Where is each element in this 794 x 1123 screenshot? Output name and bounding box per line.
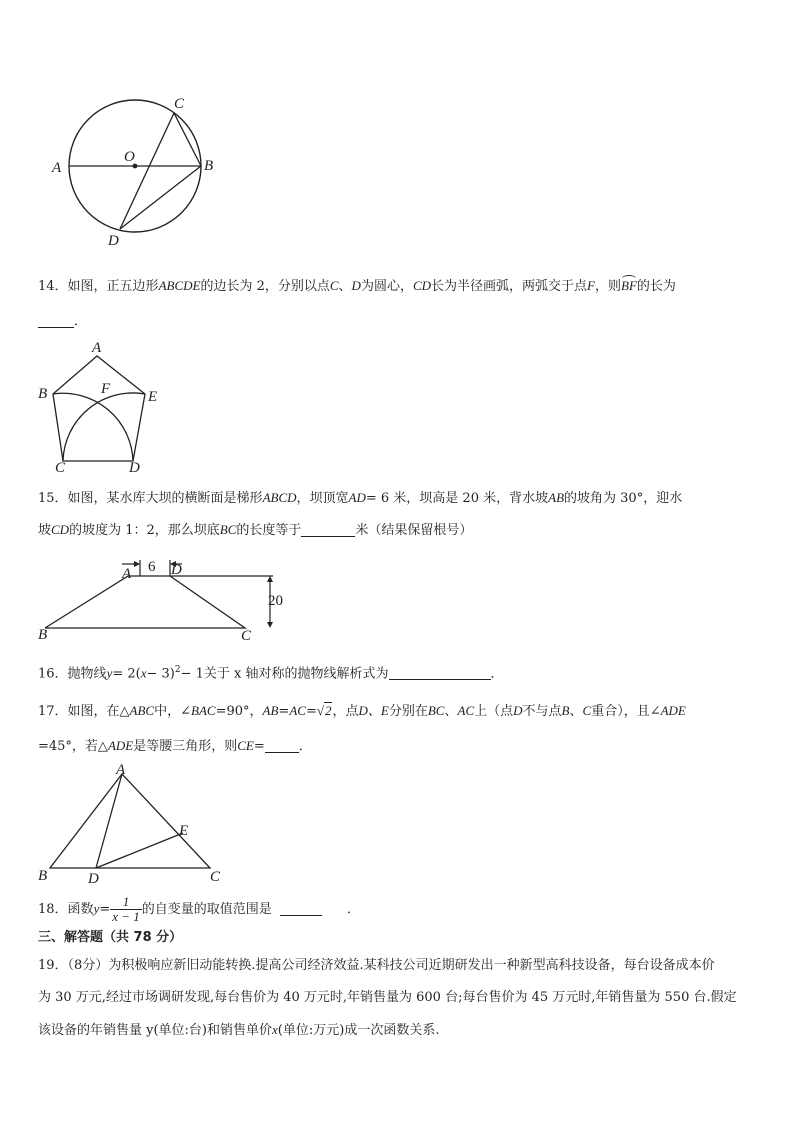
segment-de bbox=[96, 833, 183, 868]
q15-number: 15． bbox=[38, 491, 68, 506]
q15-answer-blank[interactable] bbox=[301, 522, 355, 537]
label-b: B bbox=[38, 627, 48, 642]
q16-number: 16． bbox=[38, 666, 68, 682]
label-a: A bbox=[92, 340, 102, 356]
arc-mark bbox=[622, 275, 636, 282]
q19-line3: 该设备的年销售量 y(单位:台)和销售单价x(单位:万元)成一次函数关系. bbox=[38, 1022, 440, 1038]
arc-bf: BF bbox=[621, 278, 637, 293]
dam-outline bbox=[45, 576, 245, 628]
dim-height: 20 bbox=[268, 593, 283, 609]
label-d: D bbox=[88, 871, 99, 887]
q17-number: 17． bbox=[38, 704, 68, 719]
label-d: D bbox=[108, 233, 119, 249]
q19-line1: 19．（8分）为积极响应新旧动能转换.提高公司经济效益.某科技公司近期研发出一种新型高科技设备，每台设备成本价 bbox=[38, 958, 715, 973]
arc-from-c bbox=[63, 393, 145, 461]
label-a: A bbox=[116, 762, 126, 778]
q14-text-line1: 14．如图，正五边形ABCDE的边长为 2，分别以点C、D为圆心，CD长为半径画弧，两弧交于点F，则BF 的长为 bbox=[38, 276, 768, 297]
q14-number: 14． bbox=[38, 279, 68, 294]
label-d: D bbox=[129, 460, 140, 475]
q18-answer-blank[interactable] bbox=[280, 901, 322, 916]
label-e: E bbox=[179, 823, 189, 839]
q17-text-line2: =45°，若△ADE是等腰三角形，则CE= ． bbox=[38, 738, 312, 754]
fraction: $\frac{1}{x - 1}$ bbox=[112, 894, 140, 924]
chord-cb bbox=[174, 113, 201, 166]
label-a: A bbox=[52, 160, 62, 176]
label-b: B bbox=[38, 386, 48, 402]
label-o: O bbox=[124, 149, 135, 165]
q16-answer-blank[interactable] bbox=[389, 665, 491, 680]
q18-number: 18． bbox=[38, 902, 68, 917]
height-arrow-bottom bbox=[267, 622, 273, 628]
q14-answer-blank[interactable] bbox=[38, 313, 74, 328]
label-f: F bbox=[101, 381, 111, 397]
circle-figure bbox=[40, 90, 240, 250]
dim-top: 6 bbox=[148, 559, 156, 575]
section-heading: 三、解答题（共 78 分） bbox=[38, 930, 183, 945]
label-c: C bbox=[210, 869, 221, 885]
label-b: B bbox=[204, 158, 214, 174]
q17-answer-blank[interactable] bbox=[265, 738, 299, 753]
arc-from-d bbox=[53, 393, 133, 461]
arrow-left-head bbox=[134, 561, 140, 567]
q19-line2: 为 30 万元,经过市场调研发现,每台售价为 40 万元时,年销售量为 600 台;每台售价为 45 万元时,年销售量为 550 台.假定 bbox=[38, 990, 737, 1005]
label-c: C bbox=[174, 96, 185, 112]
segment-ad bbox=[96, 774, 122, 868]
height-arrow-top bbox=[267, 576, 273, 582]
dam-figure bbox=[30, 550, 300, 642]
label-d: D bbox=[171, 562, 182, 578]
label-c: C bbox=[55, 460, 66, 475]
label-b: B bbox=[38, 868, 48, 884]
chord-cd bbox=[120, 113, 174, 229]
q15-text-line2: 坡CD的坡度为 1：2，那么坝底BC的长度等于 米（结果保留根号） bbox=[38, 522, 473, 538]
q15-text-line1: 15．如图，某水库大坝的横断面是梯形ABCD，坝顶宽AD= 6 米，坝高是 20 米，背水坡AB的坡角为 30°，迎水 bbox=[38, 490, 683, 506]
label-e: E bbox=[148, 389, 158, 405]
label-c: C bbox=[241, 628, 252, 642]
q17-text-line1: 17．如图，在△ABC中，∠BAC=90°，AB=AC=√2，点D、E分别在BC、AC上（点D不与点B、C重合），且∠ADE bbox=[38, 703, 686, 719]
q18-text: 18．函数y= $\frac{1}{x - 1}$ 的自变量的取值范围是 ． bbox=[38, 894, 360, 924]
q16-text: 16．抛物线$y= 2(x- 3)^2- 1$关于 x 轴对称的抛物线解析式为 ． bbox=[38, 665, 504, 682]
pentagon-figure bbox=[35, 340, 165, 475]
sqrt-two: √2 bbox=[316, 703, 332, 718]
triangle-figure bbox=[30, 762, 230, 887]
label-a: A bbox=[122, 566, 132, 582]
q14-text-line2: ． bbox=[38, 312, 768, 332]
chord-db bbox=[120, 166, 201, 229]
